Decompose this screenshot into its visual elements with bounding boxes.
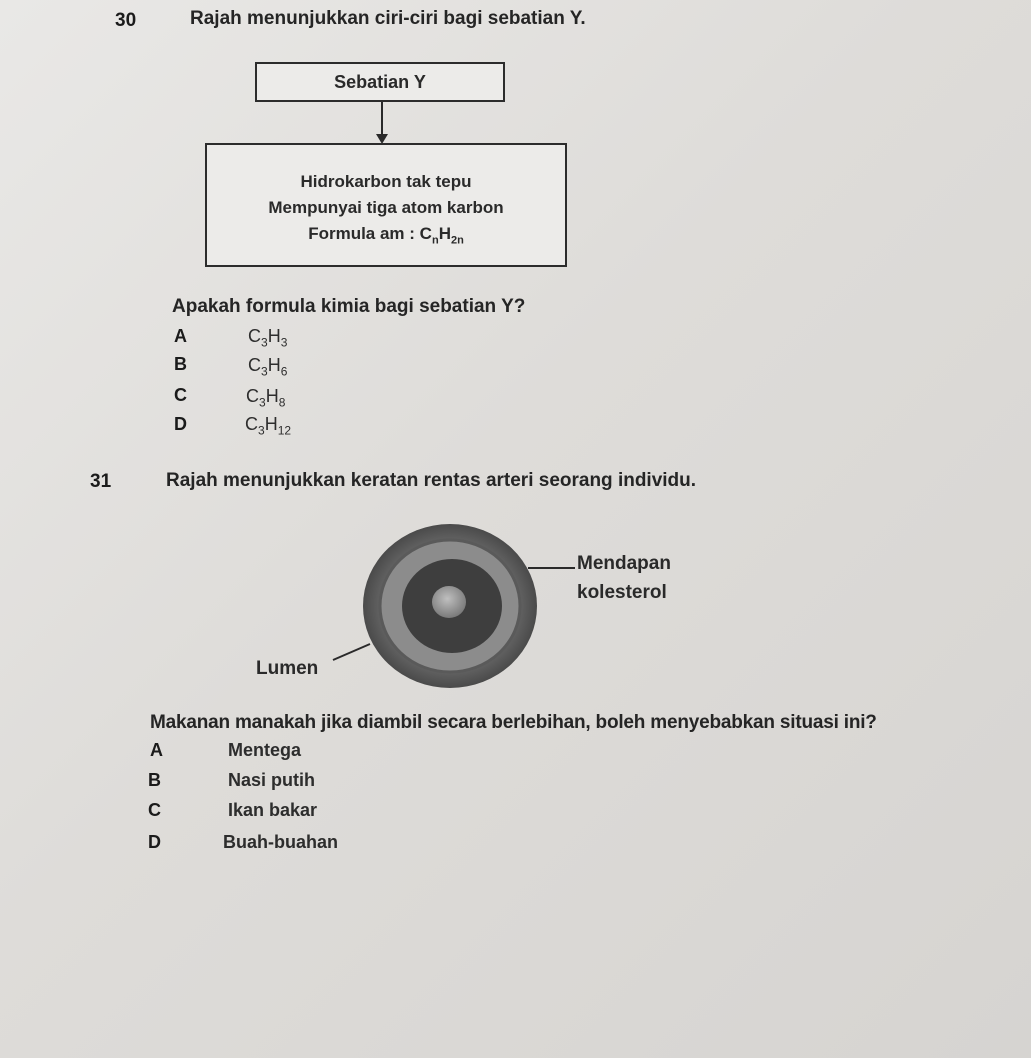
- q30-option-d-letter: D: [174, 414, 187, 434]
- q30-option-c-letter: C: [174, 385, 187, 405]
- compound-y-box: [255, 62, 505, 102]
- lumen: [432, 586, 466, 618]
- q30-option-b[interactable]: $C_3H_6$: [248, 355, 288, 379]
- q31-option-c[interactable]: Ikan bakar: [228, 800, 318, 820]
- characteristic-unsaturated: Hidrokarbon tak tepu: [300, 172, 472, 191]
- question-31-text: Makanan manakah jika diambil secara berlebihan, boleh menyebabkan situasi ini?: [150, 712, 877, 733]
- q31-option-a[interactable]: Mentega: [228, 740, 302, 760]
- q31-option-d[interactable]: Buah-buahan: [223, 832, 338, 852]
- label-lumen: Lumen: [256, 658, 319, 679]
- characteristics-box: [205, 143, 567, 267]
- q30-option-c[interactable]: $C_3H_8$: [246, 386, 286, 410]
- lumen-pointer: [333, 644, 370, 660]
- q31-option-d-letter: D: [148, 832, 161, 852]
- question-30-number: 30: [115, 10, 137, 31]
- q31-option-a-letter: A: [150, 740, 163, 760]
- general-formula: Formula am : $C_nH_{2n}$: [308, 224, 464, 247]
- q30-option-d[interactable]: $C_3H_{12}$: [245, 414, 292, 438]
- label-cholesterol-deposit-line1: Mendapan: [577, 553, 671, 574]
- characteristic-three-carbon: Mempunyai tiga atom karbon: [268, 198, 504, 217]
- q31-option-b-letter: B: [148, 770, 161, 790]
- q30-option-a-letter: A: [174, 326, 187, 346]
- q30-option-b-letter: B: [174, 354, 187, 374]
- question-30-text: Apakah formula kimia bagi sebatian Y?: [172, 296, 526, 317]
- flow-arrow: [372, 102, 392, 148]
- q31-option-b[interactable]: Nasi putih: [228, 770, 316, 790]
- question-31-number: 31: [90, 471, 112, 492]
- question-30-stem: Rajah menunjukkan ciri-ciri bagi sebatian Y.: [190, 8, 586, 29]
- q30-option-a[interactable]: $C_3H_3$: [248, 326, 288, 350]
- question-31-stem: Rajah menunjukkan keratan rentas arteri seorang individu.: [166, 470, 697, 491]
- artery-diagram: [240, 510, 940, 710]
- q31-option-c-letter: C: [148, 800, 161, 820]
- label-cholesterol-deposit-line2: kolesterol: [577, 582, 667, 603]
- compound-y-title: Sebatian Y: [334, 72, 426, 92]
